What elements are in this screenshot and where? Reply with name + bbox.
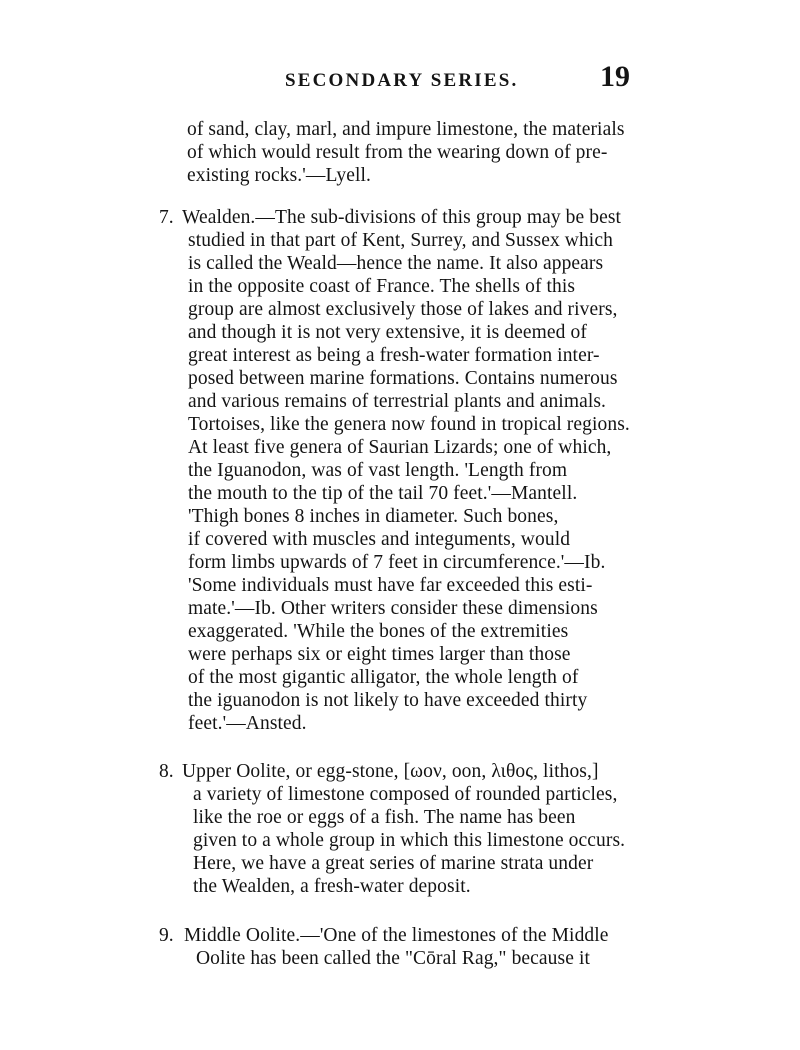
entry-line: given to a whole group in which this limestone occurs.: [193, 830, 626, 851]
entry-number: 9.: [159, 925, 174, 946]
continuation-line: existing rocks.'—Lyell.: [187, 165, 371, 186]
continuation-line: of sand, clay, marl, and impure limestone, the materials: [187, 119, 625, 140]
entry-line: posed between marine formations. Contains numerous: [188, 368, 618, 389]
entry-line: the Iguanodon, was of vast length. 'Length from: [188, 460, 568, 481]
entry-line: exaggerated. 'While the bones of the extremities: [188, 621, 569, 642]
entry-line: and though it is not very extensive, it is deemed of: [188, 322, 587, 343]
entry-line: Middle Oolite.—'One of the limestones of the Middle: [184, 925, 609, 946]
entry-line: form limbs upwards of 7 feet in circumference.'—Ib.: [188, 552, 606, 573]
entry-line: mate.'—Ib. Other writers consider these dimensions: [188, 598, 598, 619]
entry-number: 7.: [159, 207, 174, 228]
entry-line: a variety of limestone composed of rounded particles,: [193, 784, 618, 805]
entry-line: Oolite has been called the "Cōral Rag," because it: [196, 948, 590, 969]
entry-line: the Wealden, a fresh-water deposit.: [193, 876, 471, 897]
entry-line: great interest as being a fresh-water formation inter-: [188, 345, 600, 366]
entry-line: of the most gigantic alligator, the whole length of: [188, 667, 579, 688]
entry-line: if covered with muscles and integuments, would: [188, 529, 571, 550]
running-title: SECONDARY SERIES.: [285, 70, 519, 91]
entry-line: Here, we have a great series of marine strata under: [193, 853, 594, 874]
entry-line: the iguanodon is not likely to have exceeded thirty: [188, 690, 588, 711]
entry-line: in the opposite coast of France. The shells of this: [188, 276, 576, 297]
entry-line: the mouth to the tip of the tail 70 feet.'—Mantell.: [188, 483, 578, 504]
page-number: 19: [600, 60, 630, 93]
entry-line: Tortoises, like the genera now found in tropical regions.: [188, 414, 630, 435]
entry-line: Upper Oolite, or egg-stone, [ωον, oon, λιθος, lithos,]: [182, 761, 599, 782]
entry-line: is called the Weald—hence the name. It also appears: [188, 253, 604, 274]
entry-line: studied in that part of Kent, Surrey, and Sussex which: [188, 230, 613, 251]
entry-line: 'Thigh bones 8 inches in diameter. Such bones,: [188, 506, 559, 527]
entry-line: feet.'—Ansted.: [188, 713, 307, 734]
entry-line: were perhaps six or eight times larger than those: [188, 644, 571, 665]
entry-number: 8.: [159, 761, 174, 782]
entry-line: group are almost exclusively those of lakes and rivers,: [188, 299, 618, 320]
continuation-line: of which would result from the wearing down of pre-: [187, 142, 608, 163]
entry-line: 'Some individuals must have far exceeded this esti-: [188, 575, 593, 596]
entry-line: like the roe or eggs of a fish. The name has been: [193, 807, 576, 828]
entry-line: At least five genera of Saurian Lizards; one of which,: [188, 437, 612, 458]
entry-line: and various remains of terrestrial plants and animals.: [188, 391, 607, 412]
entry-line: Wealden.—The sub-divisions of this group may be best: [182, 207, 622, 228]
